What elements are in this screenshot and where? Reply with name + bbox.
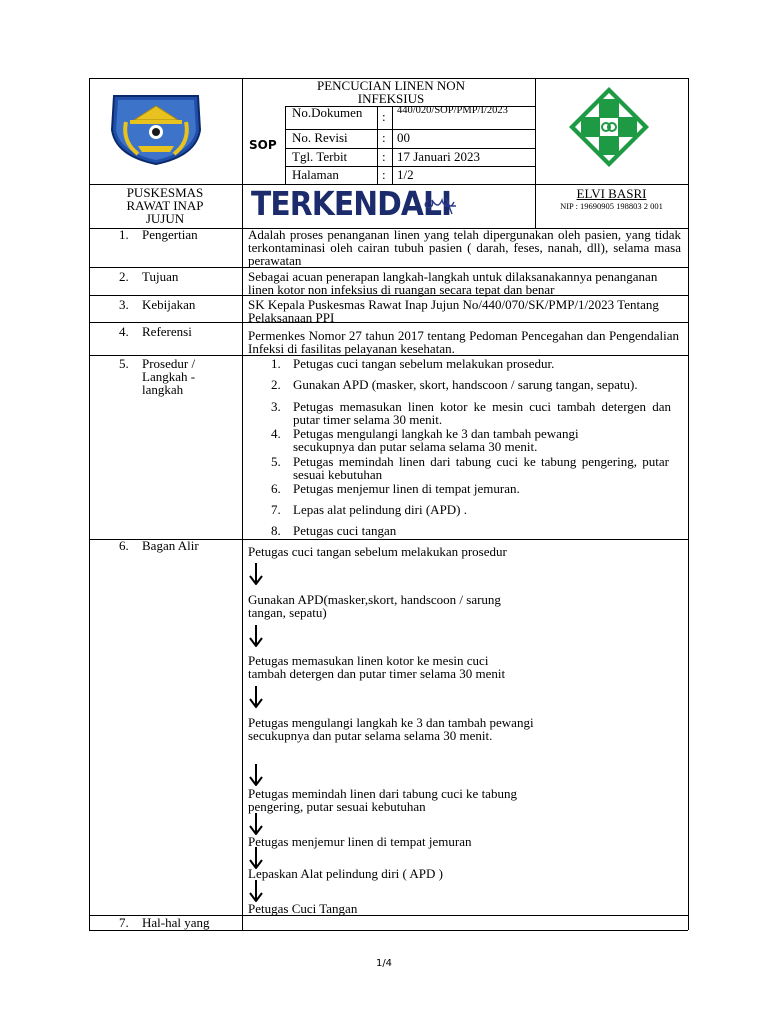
row-number: 5. — [119, 356, 129, 371]
puskesmas-logo — [566, 84, 652, 170]
field-value-dokumen: 440/020/SOP/PMP/I/2023 — [397, 105, 508, 116]
down-arrow-icon — [249, 880, 263, 902]
field-colon: : — [382, 167, 386, 182]
kebijakan-text: SK Kepala Puskesmas Rawat Inap Jujun No/440/070/SK/PMP/1/2023 Tentang Pelaksanaan PPI — [248, 297, 659, 325]
down-arrow-icon — [249, 813, 263, 835]
pengertian-text: Adalah proses penanganan linen yang telah dipergunakan oleh pasien, yang tidak terkontaminasi oleh cairan tubuh pasien ( darah, feses, nanah, dll), selama masa perawatan — [248, 227, 681, 268]
signer-name: ELVI BASRI — [576, 186, 647, 201]
down-arrow-icon — [249, 563, 263, 585]
field-label-halaman: Halaman — [292, 167, 339, 182]
organization-name: PUSKESMAS RAWAT INAP JUJUN — [126, 185, 204, 226]
row-number: 1. — [119, 227, 129, 242]
procedure-step-number: 2. — [271, 377, 281, 392]
row-label-kebijakan: Kebijakan — [142, 297, 196, 312]
flow-step: Petugas memasukan linen kotor ke mesin cuci tambah detergen dan putar timer selama 30 menit — [248, 653, 506, 681]
field-value-revisi: 00 — [397, 130, 410, 145]
flow-step: Lepaskan Alat pelindung diri ( APD ) — [248, 866, 443, 881]
sop-label: SOP — [249, 138, 277, 152]
down-arrow-icon — [249, 764, 263, 786]
row-number: 2. — [119, 269, 129, 284]
field-colon: : — [382, 130, 386, 145]
procedure-step: Petugas cuci tangan sebelum melakukan prosedur. — [293, 356, 555, 371]
procedure-step-number: 7. — [271, 502, 281, 517]
procedure-step-number: 4. — [271, 426, 281, 441]
row-number: 4. — [119, 324, 129, 339]
procedure-step-number: 5. — [271, 454, 281, 469]
field-value-terbit: 17 Januari 2023 — [397, 149, 481, 164]
field-colon: : — [382, 149, 386, 164]
procedure-step: Petugas cuci tangan — [293, 523, 397, 538]
signature — [420, 188, 460, 220]
procedure-step-number: 1. — [271, 356, 281, 371]
procedure-step: Petugas mengulangi langkah ke 3 dan tambah pewangi secukupnya dan putar selama selama 30 menit. — [293, 426, 579, 454]
row-label-prosedur: Prosedur / Langkah - langkah — [142, 356, 196, 397]
row-label-tujuan: Tujuan — [142, 269, 179, 284]
row-label-pengertian: Pengertian — [142, 227, 198, 242]
flow-step: Petugas mengulangi langkah ke 3 dan tambah pewangi secukupnya dan putar selama selama 30 menit. — [248, 715, 534, 743]
down-arrow-icon — [249, 686, 263, 708]
field-colon: : — [382, 109, 386, 124]
flow-step: Petugas Cuci Tangan — [248, 901, 358, 916]
procedure-step-number: 6. — [271, 481, 281, 496]
flow-step: Petugas menjemur linen di tempat jemuran — [248, 834, 472, 849]
row-number: 6. — [119, 538, 129, 553]
procedure-step-number: 3. — [271, 399, 281, 414]
field-value-halaman: 1/2 — [397, 167, 414, 182]
row-label-bagan-alir: Bagan Alir — [142, 538, 199, 553]
row-label-referensi: Referensi — [142, 324, 192, 339]
tujuan-text: Sebagai acuan penerapan langkah-langkah untuk dilaksanakannya penanganan linen kotor non infeksius di ruangan secara tepat dan benar — [248, 269, 658, 297]
procedure-step-number: 8. — [271, 523, 281, 538]
down-arrow-icon — [249, 625, 263, 647]
procedure-step: Petugas memasukan linen kotor ke mesin cuci tambah detergen dan putar timer selama 30 menit. — [293, 399, 671, 427]
procedure-step: Lepas alat pelindung diri (APD) . — [293, 502, 468, 517]
procedure-step: Petugas menjemur linen di tempat jemuran. — [293, 481, 520, 496]
page-number: 1/4 — [375, 958, 393, 969]
flow-step: Petugas cuci tangan sebelum melakukan prosedur — [248, 544, 507, 559]
regency-emblem — [108, 90, 204, 166]
field-label-terbit: Tgl. Terbit — [292, 149, 348, 164]
field-label-revisi: No. Revisi — [292, 130, 348, 145]
field-label-dokumen: No.Dokumen — [292, 105, 363, 120]
document-title: PENCUCIAN LINEN NON INFEKSIUS — [316, 78, 466, 106]
terkendali-stamp: TERKENDALI — [251, 184, 452, 223]
row-label-hal-hal: Hal-hal yang — [142, 915, 210, 930]
referensi-text: Permenkes Nomor 27 tahun 2017 tentang Pedoman Pencegahan dan Pengendalian Infeksi di fasilitas pelayanan kesehatan. — [248, 328, 679, 356]
procedure-step: Gunakan APD (masker, skort, handscoon / sarung tangan, sepatu). — [293, 377, 638, 392]
row-number: 7. — [119, 915, 129, 930]
signer-nip: NIP : 19690905 198803 2 001 — [560, 201, 663, 211]
flow-step: Petugas memindah linen dari tabung cuci ke tabung pengering, putar sesuai kebutuhan — [248, 786, 517, 814]
procedure-step: Petugas memindah linen dari tabung cuci ke tabung pengering, putar sesuai kebutuhan — [293, 454, 669, 482]
flow-step: Gunakan APD(masker,skort, handscoon / sarung tangan, sepatu) — [248, 592, 501, 620]
row-number: 3. — [119, 297, 129, 312]
